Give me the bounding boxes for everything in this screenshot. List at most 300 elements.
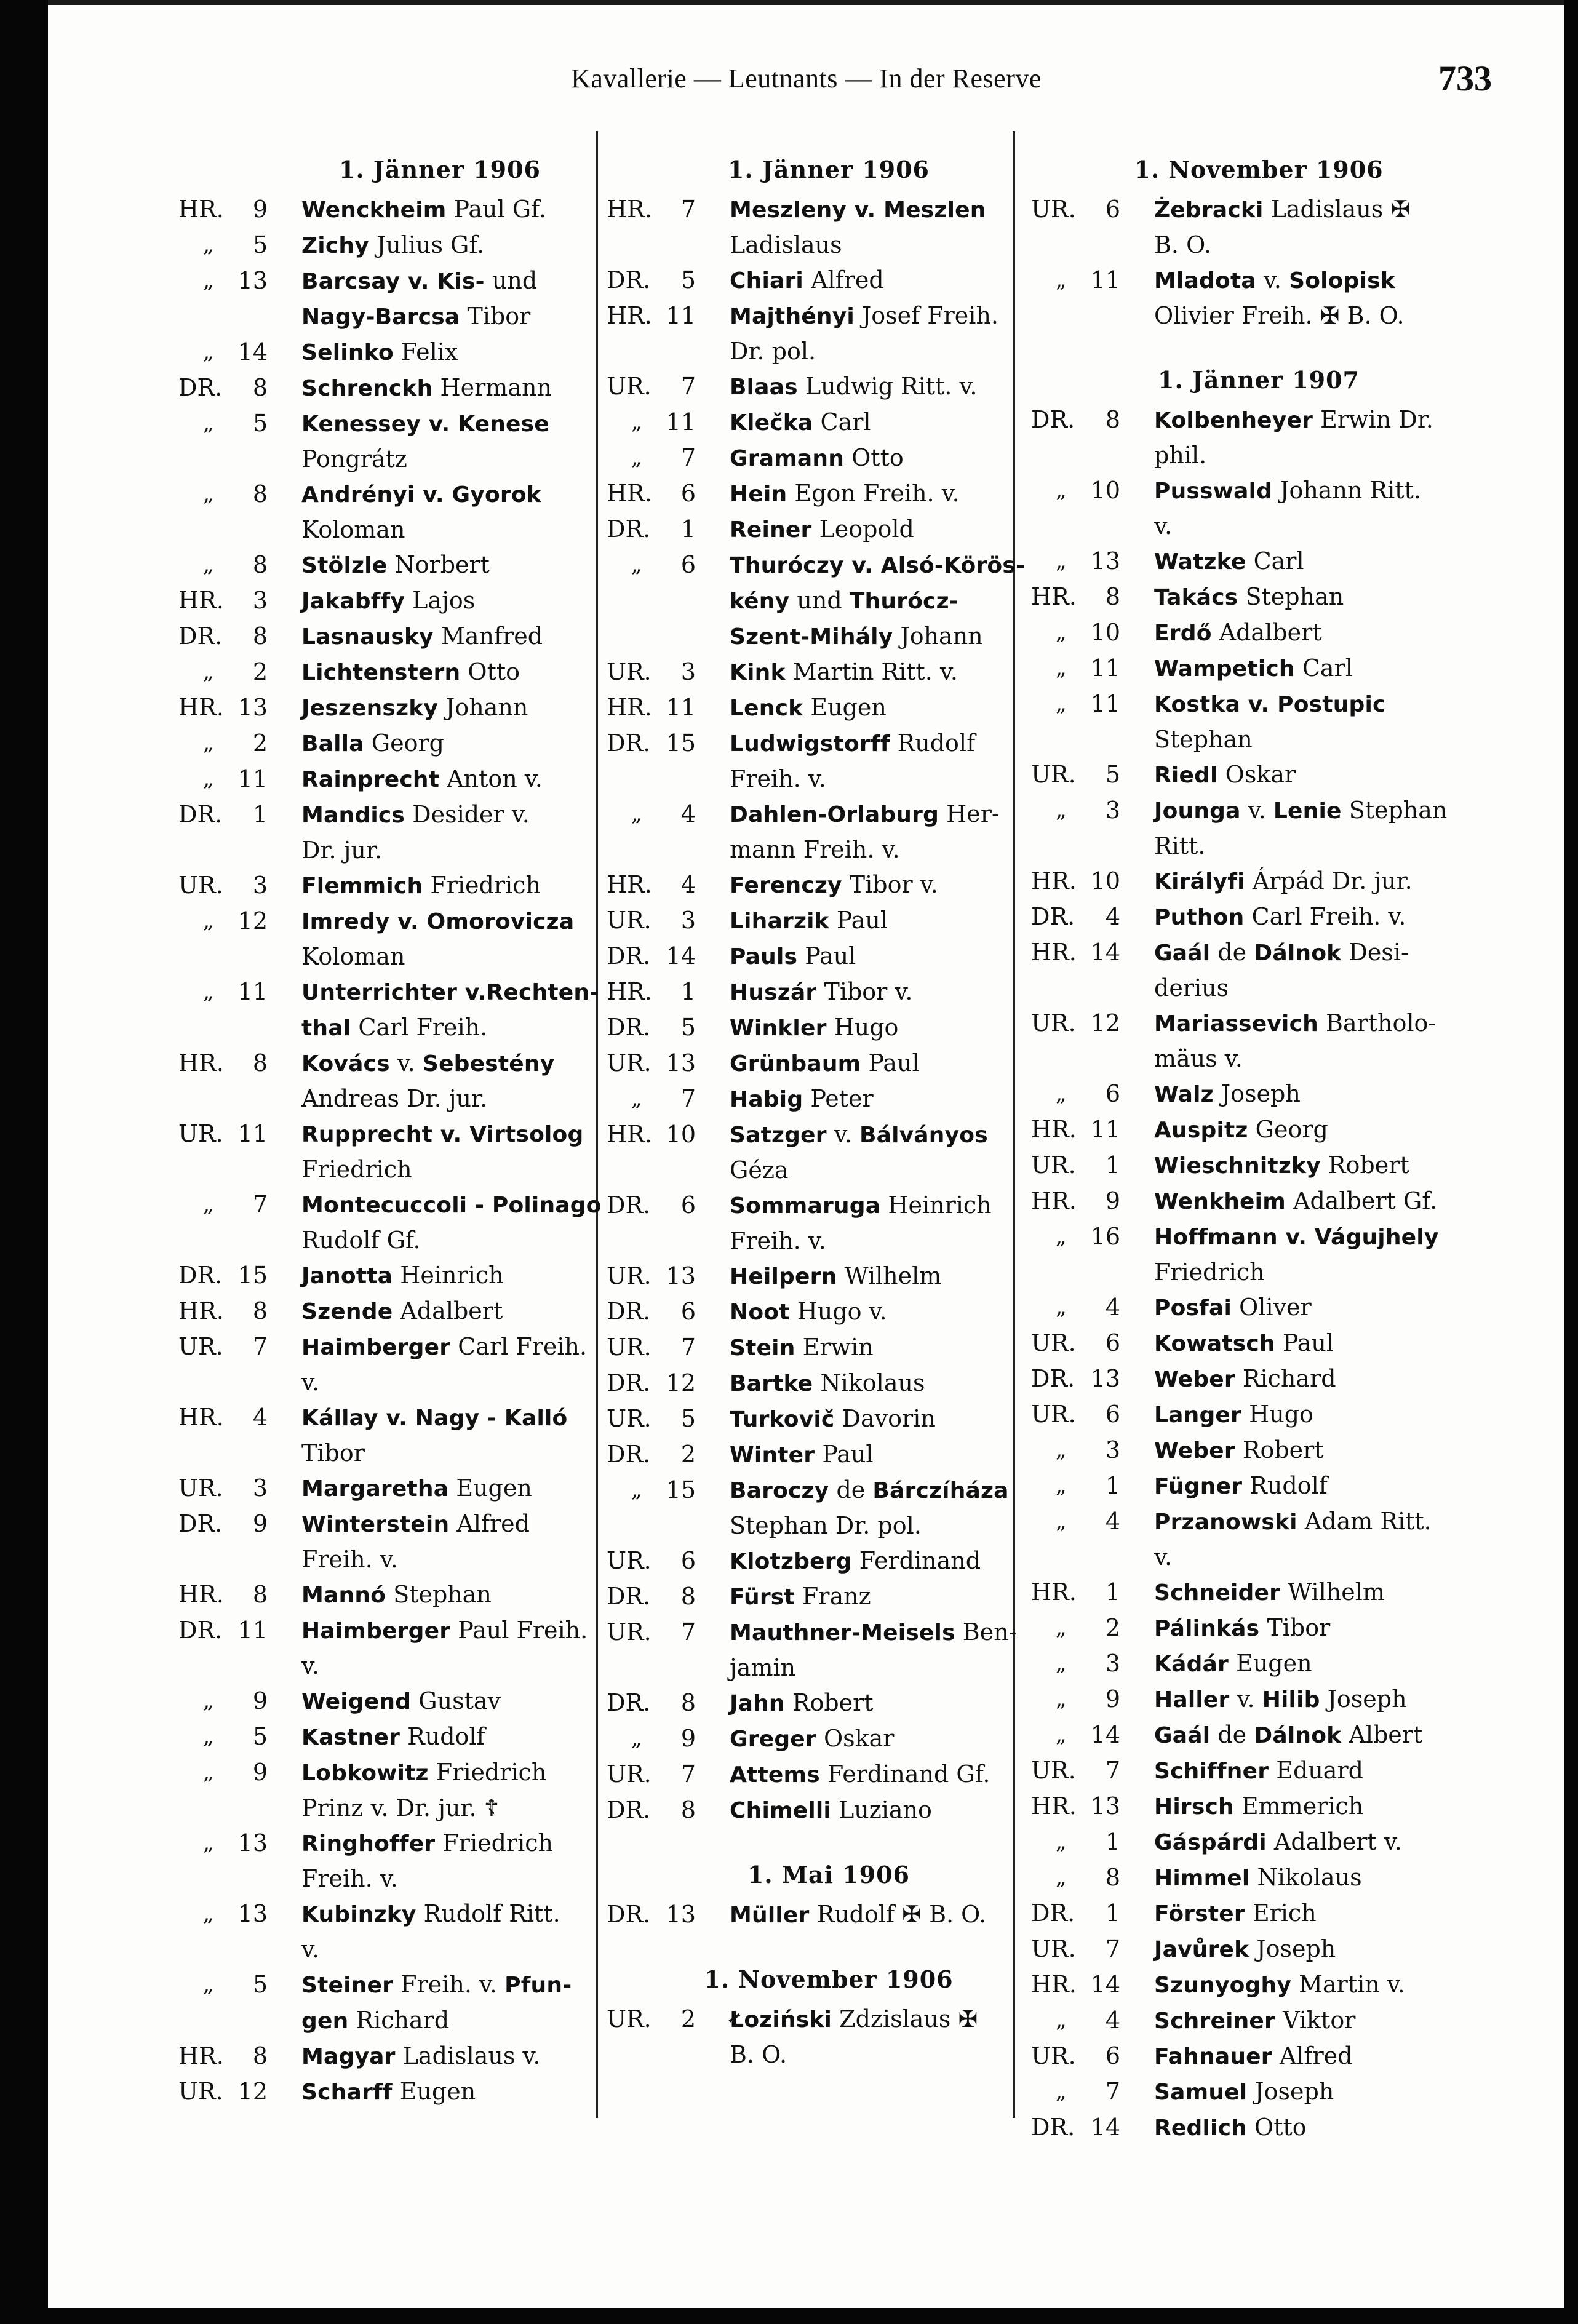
name-rest: Paul [829,907,888,934]
name-rest: Robert [1320,1152,1409,1179]
branch-code: HR. [1031,939,1077,966]
officer-name-continued: Dr. pol. [730,338,816,365]
name-rest: Carl [1246,547,1304,575]
entry-row [607,263,1051,298]
section-spacer [1031,333,1486,358]
regiment-number: 8 [252,480,268,507]
name-rest: Egon Freih. v. [787,480,960,507]
ditto-mark: „ [203,1192,214,1217]
branch-code: HR. [1031,1971,1077,1998]
ditto-mark: „ [1056,268,1067,292]
entry-row [1031,544,1486,579]
regiment-number: 6 [680,1192,696,1219]
branch-code: UR. [1031,2042,1076,2069]
branch-code: HR. [607,1121,652,1148]
branch-code: UR. [607,907,652,934]
officer-name [730,1294,1051,1330]
entry-row [607,547,1051,655]
branch-code: HR. [607,694,652,721]
officer-name [301,1896,646,1932]
name-rest: Robert [1235,1436,1324,1463]
entry-row [1031,1468,1486,1504]
regiment-number: 3 [1105,1650,1120,1677]
ditto-mark: „ [631,1726,642,1751]
entry-row [1031,1789,1486,1825]
officer-name [730,405,1051,440]
ditto-mark: „ [1056,549,1067,573]
name-rest: Leopold [811,515,914,543]
regiment-number: 13 [666,1901,696,1928]
entry-row [1031,757,1486,793]
branch-code: UR. [607,1405,652,1432]
officer-name [301,1187,646,1223]
branch-code: DR. [607,1441,651,1468]
entry-row [178,690,646,726]
regiment-number: 5 [252,231,268,258]
officer-name [1154,899,1486,935]
branch-code: DR. [607,1298,651,1325]
surname: Stein [730,1335,795,1361]
name-rest: Wilhelm [837,1262,942,1289]
name-rest: Desider v. [405,801,530,828]
officer-name-continued: Prinz v. Dr. jur. ☦ [301,1794,500,1821]
regiment-number: 1 [252,801,268,828]
name-rest: Otto [460,658,520,685]
ditto-mark: „ [1056,1438,1067,1462]
regiment-number: 4 [680,871,696,898]
regiment-number: 2 [252,730,268,757]
officer-name [730,1793,1051,1828]
officer-name [301,1577,646,1613]
surname: Weigend [301,1689,412,1714]
regiment-number: 10 [1090,619,1120,646]
surname: Łoziński [730,2007,832,2032]
name-rest: Hugo v. [789,1298,887,1325]
regiment-number: 16 [1090,1223,1120,1250]
entry-row [1031,1361,1486,1397]
regiment-number: 6 [680,1298,696,1325]
officer-name [301,726,646,762]
regiment-number: 6 [1105,2042,1120,2069]
officer-name [301,228,646,263]
page-number: 733 [1438,58,1492,98]
regiment-number: 4 [252,1404,268,1431]
surname: Noot [730,1300,790,1325]
officer-name [301,762,646,797]
ditto-mark: „ [1056,691,1067,716]
name-rest: und [484,267,538,294]
officer-name-continued: Friedrich [1154,1259,1265,1286]
officer-name-continued: Friedrich [301,1156,412,1183]
entry-row [178,1187,646,1258]
entry-row [607,298,1051,369]
surname: Fahnauer [1154,2044,1272,2069]
officer-name [1154,686,1486,722]
entry-row [178,1577,646,1613]
surname: Kolbenheyer [1154,408,1313,433]
surname: Mandics [301,803,405,828]
officer-name-continued [730,583,1051,619]
name-rest: Ludwig Ritt. v. [797,373,978,400]
name-rest: Joseph [1320,1685,1407,1713]
officer-name [730,192,1051,228]
entry-row [1031,1504,1486,1575]
officer-name [730,1721,1051,1757]
surname: Balla [301,731,364,757]
entry-row [178,726,646,762]
regiment-number: 7 [680,1085,696,1112]
officer-name-continued: Freih. v. [730,1227,826,1254]
officer-name [301,1755,646,1791]
surname: Satzger [730,1123,827,1148]
regiment-number: 3 [252,1474,268,1502]
officer-name-continued [301,299,646,335]
officer-name [1154,1184,1486,1219]
officer-name [1154,1717,1486,1753]
ditto-mark: „ [1056,1829,1067,1854]
name-rest: Joseph [1247,2078,1334,2105]
section-title: 1. Jänner 1906 [728,156,930,183]
entry-row [607,1685,1051,1721]
officer-name [730,903,1051,939]
name-rest: Otto [844,444,904,471]
surname: Kállay v. Nagy - Kalló [301,1406,568,1431]
entry-row [1031,935,1486,1006]
regiment-number: 12 [237,907,268,934]
branch-code: DR. [607,1192,651,1219]
officer-name [730,1579,1051,1615]
name-rest: Bartholo- [1318,1009,1437,1037]
surname: Meszleny v. Meszlen [730,197,986,223]
surname: Blaas [730,375,798,400]
name-rest: Tibor [460,303,531,330]
branch-code: DR. [1031,903,1075,930]
ditto-mark: „ [203,909,214,933]
entry-row [178,974,646,1046]
ditto-mark: „ [631,445,642,470]
regiment-number: 11 [237,765,268,792]
regiment-number: 9 [252,1759,268,1786]
officer-name-continued: Freih. v. [301,1865,398,1892]
entry-row [178,868,646,904]
regiment-number: 6 [680,480,696,507]
regiment-number: 7 [680,373,696,400]
entry-row [178,1329,646,1400]
branch-code: HR. [607,480,652,507]
surname: Haimberger [301,1618,451,1644]
surname: Barcsay v. Kis- [301,269,485,294]
surname: Bartke [730,1371,813,1396]
regiment-number: 1 [680,515,696,543]
regiment-number: 11 [666,408,696,436]
surname: Stölzle [301,553,388,578]
name-rest: Rudolf ✠ B. O. [809,1901,987,1928]
entry-row [178,1400,646,1471]
regiment-number: 1 [1105,1828,1120,1855]
regiment-number: 2 [680,2005,696,2032]
surname: Reiner [730,517,812,543]
ditto-mark: „ [1056,1509,1067,1534]
regiment-number: 13 [237,1829,268,1856]
regiment-number: 11 [237,978,268,1005]
name-rest: Alfred [803,266,884,293]
officer-name [730,939,1051,974]
page-header [48,58,1564,101]
officer-name [730,867,1051,903]
regiment-number: 6 [680,551,696,578]
branch-code: DR. [178,1262,223,1289]
name-rest: Adalbert v. [1266,1828,1402,1855]
branch-code: HR. [607,196,652,223]
regiment-number: 9 [252,1687,268,1714]
officer-name [1154,473,1486,509]
name-rest: de [1210,939,1254,966]
officer-name [730,1897,1051,1933]
officer-name-continued: Géza [730,1156,789,1184]
regiment-number: 7 [1105,1757,1120,1784]
branch-code: DR. [178,801,223,828]
ditto-mark: „ [203,979,214,1004]
name-rest: Rudolf [890,730,976,757]
name-rest: Viktor [1275,2007,1356,2034]
surname-part: Thurócz- [849,589,958,614]
entry-row [178,1116,646,1187]
branch-code: UR. [607,1334,652,1361]
entry-row [1031,1148,1486,1184]
entry-row [1031,263,1486,333]
officer-name-continued: Rudolf Gf. [301,1227,421,1254]
name-rest: Hugo [826,1014,899,1041]
name-rest: Richard [1235,1365,1336,1392]
officer-name [301,1046,646,1081]
surname: Szende [301,1299,393,1324]
officer-name [301,1294,646,1329]
officer-name [301,583,646,619]
officer-name [1154,1682,1486,1717]
branch-code: DR. [1031,406,1075,433]
regiment-number: 7 [680,444,696,471]
name-rest: Stephan [1238,583,1344,610]
officer-name [1154,651,1486,686]
entry-row [607,726,1051,797]
officer-name [730,1543,1051,1579]
name-rest: Eduard [1269,1757,1363,1784]
name-rest: Eugen [803,694,887,721]
name-rest: Friedrich [428,1759,547,1786]
branch-code: DR. [607,1583,651,1610]
name-rest: Peter [803,1085,874,1112]
ditto-mark: „ [631,552,642,577]
officer-name-continued: mann Freih. v. [730,836,900,863]
regiment-number: 3 [252,587,268,614]
officer-name-continued [730,619,1051,655]
entry-row [178,1471,646,1506]
entry-row [607,512,1051,547]
entry-row [178,1719,646,1755]
entry-row [1031,2074,1486,2110]
branch-code: UR. [1031,1757,1076,1784]
surname: Magyar [301,2044,396,2069]
branch-code: UR. [1031,761,1076,788]
branch-code: DR. [178,1617,223,1644]
name-rest: Paul Gf. [446,196,546,223]
name-rest: Adalbert [393,1297,503,1324]
branch-code: DR. [607,1689,651,1716]
officer-name [1154,1397,1486,1433]
surname: Samuel [1154,2080,1248,2105]
ditto-mark: „ [631,1086,642,1111]
name-rest: Johann [893,623,983,650]
officer-name [1154,1361,1486,1397]
regiment-number: 3 [680,907,696,934]
surname-part: Sebestény [422,1051,555,1076]
name-rest: v. [1256,266,1289,293]
officer-name [1154,2039,1486,2074]
name-rest: Norbert [387,551,490,578]
regiment-number: 14 [1090,1721,1120,1748]
ditto-mark: „ [203,233,214,257]
regiment-number: 11 [1090,1116,1120,1143]
regiment-number: 15 [666,1476,696,1503]
entry-row [1031,192,1486,263]
regiment-number: 8 [252,623,268,650]
name-rest: Tibor [1259,1614,1331,1641]
surname: Winter [730,1443,815,1468]
surname: Kenessey v. Kenese [301,412,549,437]
officer-name-continued: Stephan [1154,726,1253,753]
entry-row [1031,1610,1486,1646]
branch-code: DR. [178,374,223,401]
regiment-number: 15 [237,1262,268,1289]
regiment-number: 4 [1105,1508,1120,1535]
surname: Weber [1154,1367,1235,1392]
branch-code: HR. [1031,1116,1077,1143]
ditto-mark: „ [203,1689,214,1713]
running-title: Kavallerie — Leutnants — In der Reserve [571,63,1042,94]
officer-name [301,1258,646,1294]
surname: Flemmich [301,873,423,899]
surname-part: gen [301,2008,349,2034]
officer-name [301,477,646,512]
entry-row [178,904,646,974]
officer-name [730,512,1051,547]
entry-row [178,2074,646,2110]
scan-edge-left [0,0,48,2324]
officer-name [1154,1219,1486,1255]
surname: Liharzik [730,909,829,934]
entry-row [607,1615,1051,1685]
name-rest: Alfred [449,1510,530,1537]
officer-name [1154,1646,1486,1682]
branch-code: HR. [178,694,224,721]
name-rest: v. [389,1049,423,1076]
name-rest: Erich [1245,1900,1317,1927]
regiment-number: 13 [237,1900,268,1927]
officer-name [301,1719,646,1755]
regiment-number: 14 [1090,1971,1120,1998]
name-rest: Hugo [1241,1401,1313,1428]
entry-row [1031,1112,1486,1148]
regiment-number: 2 [680,1441,696,1468]
branch-code: UR. [178,2078,223,2105]
regiment-number: 14 [237,338,268,365]
name-rest: Stephan [1341,797,1448,824]
officer-name [301,2039,646,2074]
name-rest: Ladislaus ✠ [1263,196,1411,223]
officer-name [1154,1006,1486,1041]
name-rest: Desi- [1341,939,1409,966]
surname: Dahlen-Orlaburg [730,802,939,827]
surname: Zichy [301,233,369,258]
officer-name [1154,2110,1486,2146]
officer-name [1154,1932,1486,1967]
officer-name [730,1330,1051,1366]
officer-name [730,263,1051,298]
name-rest: Adam Ritt. [1297,1508,1432,1535]
surname: Jeszenszky [301,696,439,721]
officer-name-continued: derius [1154,974,1229,1001]
name-rest: Carl [813,408,871,436]
entry-row [178,1506,646,1577]
name-rest: Erwin [795,1334,874,1361]
officer-name-continued: mäus v. [1154,1045,1243,1072]
entry-row [1031,473,1486,544]
branch-code: HR. [178,1297,224,1324]
entry-row [607,405,1051,440]
entry-row [1031,686,1486,757]
surname: Chimelli [730,1798,831,1823]
regiment-number: 15 [666,730,696,757]
surname: Steiner [301,1973,394,1998]
surname: Wampetich [1154,656,1295,682]
ditto-mark: „ [203,1724,214,1749]
surname: Fürst [730,1585,795,1610]
entry-row [1031,1219,1486,1290]
entry-row [607,903,1051,939]
name-rest: Luziano [831,1796,932,1823]
branch-code: UR. [1031,1152,1076,1179]
name-rest: Lajos [405,587,476,614]
entry-row [1031,1184,1486,1219]
surname: Lichtenstern [301,660,461,685]
name-rest: v. [826,1121,859,1148]
surname: Scharff [301,2080,393,2105]
ditto-mark: „ [1056,1865,1067,1890]
officer-name-continued: Freih. v. [301,1546,398,1573]
name-rest: Oskar [1217,761,1296,788]
regiment-number: 6 [1105,196,1120,223]
officer-name [1154,1504,1486,1540]
name-rest: Georg [1248,1116,1328,1143]
regiment-number: 7 [252,1333,268,1360]
regiment-number: 5 [252,1723,268,1750]
officer-name [1154,579,1486,615]
surname: Wieschnitzky [1154,1153,1321,1179]
name-rest: Carl [1294,655,1353,682]
surname: Puthon [1154,905,1245,930]
name-rest: Árpád Dr. jur. [1245,867,1413,894]
officer-name-continued: v. [301,1652,320,1679]
entry-row [607,690,1051,726]
entry-row [1031,1290,1486,1326]
name-rest: Oliver [1232,1294,1312,1321]
regiment-number: 14 [1090,2114,1120,2141]
regiment-number: 8 [252,1049,268,1076]
entry-row [607,1401,1051,1437]
entry-row [607,1897,1051,1933]
branch-code: UR. [607,1547,652,1574]
branch-code: HR. [178,196,224,223]
